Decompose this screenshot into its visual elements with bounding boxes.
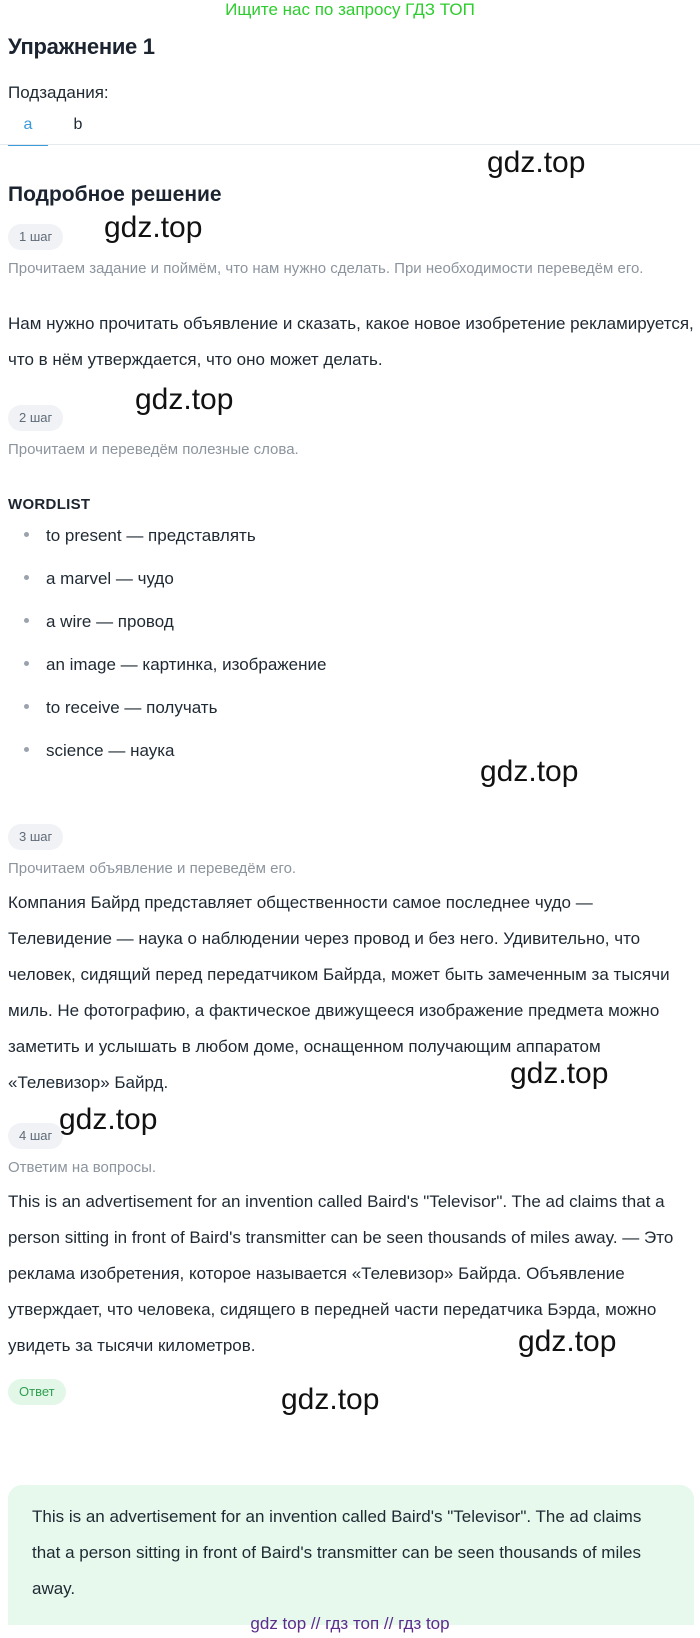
watermark: gdz.top	[487, 146, 586, 179]
watermark: gdz.top	[135, 383, 234, 416]
section-title: Подробное решение	[8, 183, 222, 206]
top-banner: Ищите нас по запросу ГДЗ ТОП	[225, 0, 475, 19]
watermark: gdz.top	[518, 1325, 617, 1358]
watermark: gdz.top	[480, 755, 579, 788]
watermark: gdz.top	[510, 1057, 609, 1090]
list-item: science — наука	[24, 741, 175, 761]
bullet-icon	[24, 618, 29, 623]
step-1-hint: Прочитаем задание и поймём, что нам нужно сделать. При необходимости переведём его.	[8, 260, 644, 277]
step-4-badge: 4 шаг	[8, 1123, 63, 1149]
step-4-hint: Ответим на вопросы.	[8, 1159, 157, 1176]
watermark: gdz.top	[59, 1103, 158, 1136]
answer-text: This is an advertisement for an invention called Baird's "Televisor". The ad claims that a person sitting in front of Baird's transmitter can be seen thousands of miles away.	[32, 1507, 642, 1598]
list-item: an image — картинка, изображение	[24, 655, 326, 675]
step-3-badge: 3 шаг	[8, 824, 63, 850]
wordlist-title: WORDLIST	[8, 496, 91, 513]
list-item: to present — представлять	[24, 526, 256, 546]
bullet-icon	[24, 575, 29, 580]
footer-links[interactable]: gdz top // гдз топ // гдз top	[250, 1614, 450, 1633]
page-title: Упражнение 1	[8, 34, 155, 59]
tab-b[interactable]: b	[73, 116, 83, 133]
step-4-text: This is an advertisement for an invention called Baird's "Televisor". The ad claims that a person sitting in front of Baird's transmitter can be seen thousands of miles away. — Это реклама изобретения, которое называется «Телевизор» Байрда. Объявление утверждает, что человека, сидящего в передней части передатчика Бэрда, можно увидеть за тысячи километров.	[8, 1192, 674, 1355]
list-item: a marvel — чудо	[24, 569, 174, 589]
answer-badge: Ответ	[8, 1379, 66, 1405]
step-2-badge: 2 шаг	[8, 405, 63, 431]
bullet-icon	[24, 532, 29, 537]
list-item: a wire — провод	[24, 612, 174, 632]
bullet-icon	[24, 661, 29, 666]
bullet-icon	[24, 704, 29, 709]
tabs-divider	[0, 144, 700, 145]
step-3-text: Компания Байрд представляет общественности самое последнее чудо — Телевидение — наука о наблюдении через провод и без него. Удивительно, что человек, сидящий перед передатчиком Байрда, может быть замеченным за тысячи миль. Не фотографию, а фактическое движущееся изображение предмета можно заметить и услышать в любом доме, оснащенном получающим аппаратом «Телевизор» Байрд.	[8, 893, 670, 1092]
watermark: gdz.top	[281, 1383, 380, 1416]
list-item: to receive — получать	[24, 698, 217, 718]
tab-a[interactable]: a	[8, 116, 48, 146]
subtasks-label: Подзадания:	[8, 83, 109, 102]
bullet-icon	[24, 747, 29, 752]
step-3-hint: Прочитаем объявление и переведём его.	[8, 860, 297, 877]
step-2-hint: Прочитаем и переведём полезные слова.	[8, 441, 299, 458]
watermark: gdz.top	[104, 211, 203, 244]
step-1-badge: 1 шаг	[8, 224, 63, 250]
step-1-text: Нам нужно прочитать объявление и сказать, какое новое изобретение рекламируется, что в нём утверждается, что оно может делать.	[8, 314, 694, 369]
